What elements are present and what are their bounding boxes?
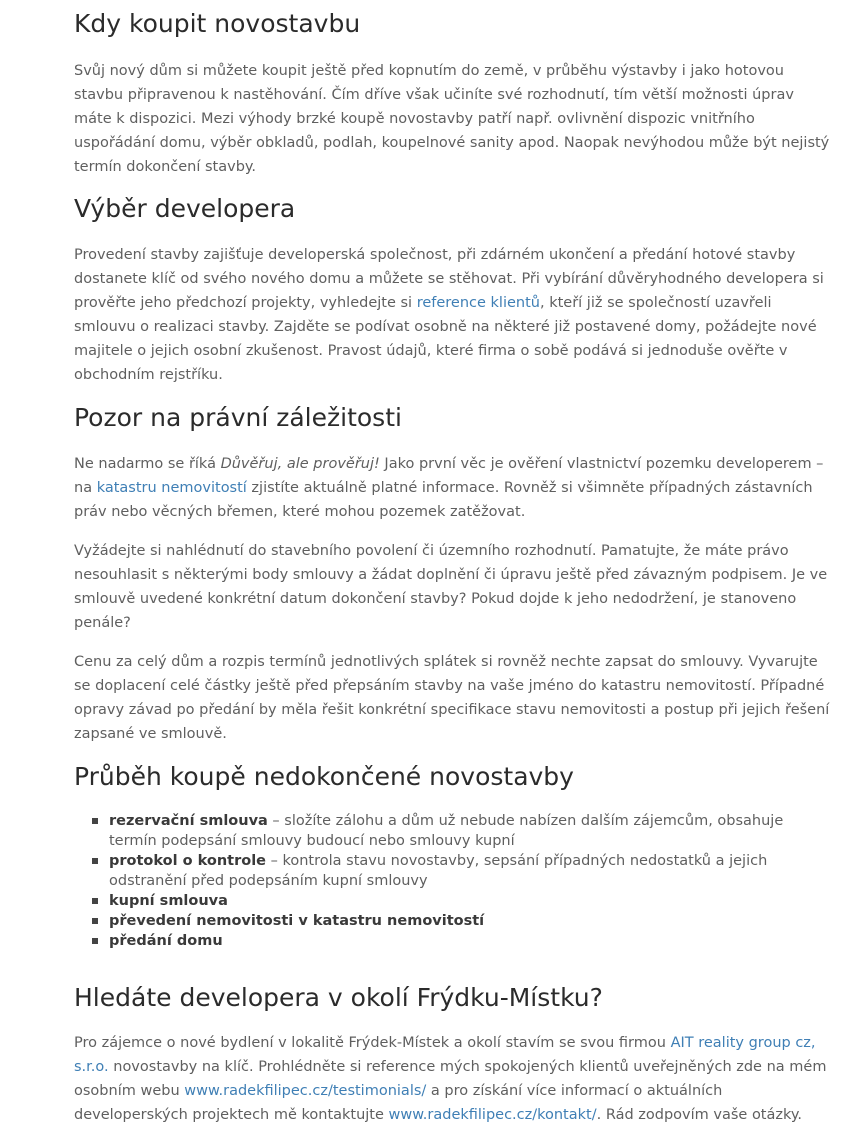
steps-list bbox=[74, 811, 830, 951]
list-item bbox=[74, 811, 830, 851]
link-testimonials[interactable]: www.radekfilipec.cz/testimonials/ bbox=[184, 1083, 427, 1099]
list-item bbox=[74, 911, 830, 931]
paragraph-text: Provedení stavby zajišťuje developerská společnost, při zdárném ukončení a předání hotové stavby dostanete klíč od svého nového domu a můžete se stěhovat. Při vybírání důvěryhodného developera si prověřte jeho předchozí projekty, vyhledejte si bbox=[74, 247, 824, 311]
paragraph-kdy-koupit: Svůj nový dům si můžete koupit ještě před kopnutím do země, v průběhu výstavby i jako hotovou stavbu připravenou k nastěhování. Čím dříve však učiníte své rozhodnutí, tím větší možnosti úprav máte k dispozici. Mezi výhody brzké koupě novostavby patří např. ovlivnění dispozic vnitřního uspořádání domu, výběr obkladů, podlah, koupelnové sanity apod. Naopak nevýhodou může být nejistý termín dokončení stavby. bbox=[74, 63, 830, 175]
list-term: převedení nemovitosti v katastru nemovitostí bbox=[109, 913, 485, 929]
square-bullet-icon bbox=[92, 898, 98, 904]
list-term: kupní smlouva bbox=[109, 893, 228, 909]
square-bullet-icon bbox=[92, 858, 98, 864]
square-bullet-icon bbox=[92, 938, 98, 944]
paragraph-vyber-developera bbox=[74, 243, 830, 387]
square-bullet-icon bbox=[92, 818, 98, 824]
list-term: protokol o kontrole bbox=[109, 853, 267, 869]
paragraph-text: novostavby na klíč. Prohlédněte si reference mých spokojených klientů uveřejněných zde na mém osobním webu bbox=[74, 1059, 827, 1099]
square-bullet-icon bbox=[92, 918, 98, 924]
list-item bbox=[74, 931, 830, 951]
list-item bbox=[74, 851, 830, 891]
paragraph-stavebni-povoleni: Vyžádejte si nahlédnutí do stavebního povolení či územního rozhodnutí. Pamatujte, že máte právo nesouhlasit s některými body smlouvy a žádat doplnění či úpravu ještě před závazným podpisem. Je ve smlouvě uvedené konkrétní datum dokončení stavby? Pokud dojde k jeho nedodržení, je stanoveno penále? bbox=[74, 543, 828, 631]
paragraph-duveruj bbox=[74, 452, 830, 524]
heading-hledate-developera: Hledáte developera v okolí Frýdku-Místku? bbox=[74, 983, 603, 1012]
link-katastr-nemovitosti[interactable]: katastru nemovitostí bbox=[96, 480, 247, 496]
list-desc: – kontrola stavu novostavby, sepsání případných nedostatků a jejich odstranění před podepsáním kupní smlouvy bbox=[109, 853, 768, 889]
list-item bbox=[74, 891, 830, 911]
link-kontakt[interactable]: www.radekfilipec.cz/kontakt/ bbox=[388, 1107, 597, 1123]
paragraph-text: Pro zájemce o nové bydlení v lokalitě Frýdek-Místek a okolí stavím se svou firmou bbox=[74, 1035, 671, 1051]
list-term: předání domu bbox=[109, 933, 223, 949]
paragraph-text: Ne nadarmo se říká bbox=[74, 456, 221, 472]
heading-pravni-zalezitosti: Pozor na právní záležitosti bbox=[74, 403, 402, 432]
link-reference-klientu[interactable]: reference klientů bbox=[416, 295, 540, 311]
paragraph-cena: Cenu za celý dům a rozpis termínů jednotlivých splátek si rovněž nechte zapsat do smlouvy. Vyvarujte se doplacení celé částky ještě před přepsáním stavby na vaše jméno do katastru nemovitostí. Případné opravy závad po předání by měla řešit konkrétní specifikace stavu nemovitosti a postup při jejich řešení zapsané ve smlouvě. bbox=[74, 654, 830, 742]
paragraph-text: zjistíte aktuálně platné informace. Rovněž si všimněte případných zástavních práv nebo věcných břemen, které mohou pozemek zatěžovat. bbox=[74, 480, 813, 520]
paragraph-kontakt bbox=[74, 1031, 830, 1127]
emphasis-duveruj: Důvěřuj, ale prověřuj! bbox=[220, 456, 380, 472]
heading-kdy-koupit: Kdy koupit novostavbu bbox=[74, 9, 361, 38]
paragraph-text: , kteří již se společností uzavřeli smlouvu o realizaci stavby. Zajděte se podívat osobně na některé již postavené domy, požádejte nové majitele o jejich osobní zkušenost. Pravost údajů, které firma o sobě podává si jednoduše ověřte v obchodním rejstříku. bbox=[74, 295, 817, 383]
heading-prubeh-koupe: Průběh koupě nedokončené novostavby bbox=[74, 762, 574, 791]
paragraph-text: a pro získání více informací o aktuálních developerských projektech mě kontaktujte bbox=[74, 1083, 723, 1123]
link-ait-reality-group[interactable]: AIT reality group cz, s.r.o. bbox=[74, 1035, 816, 1075]
list-term: rezervační smlouva bbox=[109, 813, 268, 829]
paragraph-text: . Rád zodpovím vaše otázky. bbox=[596, 1107, 802, 1123]
paragraph-text: Jako první věc je ověření vlastnictví pozemku developerem – na bbox=[74, 456, 824, 496]
list-desc: – složíte zálohu a dům už nebude nabízen dalším zájemcům, obsahuje termín podepsání smlouvy budoucí nebo smlouvy kupní bbox=[109, 813, 784, 849]
heading-vyber-developera: Výběr developera bbox=[74, 194, 296, 223]
